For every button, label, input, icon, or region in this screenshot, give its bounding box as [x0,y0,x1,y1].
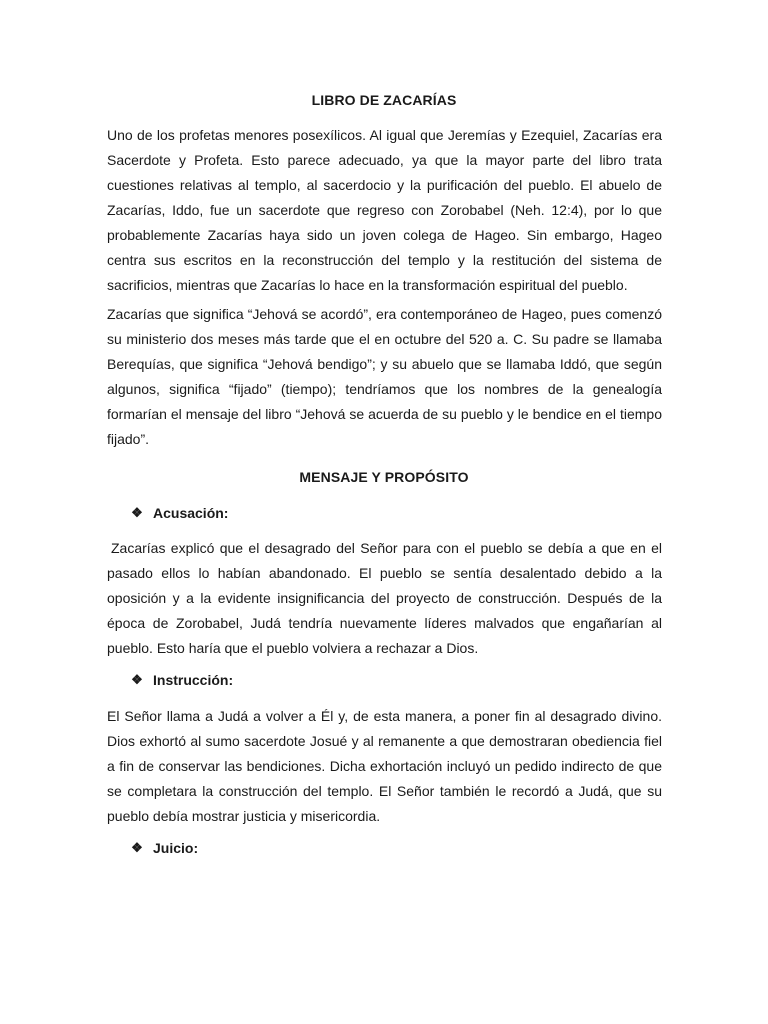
bullet-heading-label: Instrucción: [153,672,234,688]
document-title: LIBRO DE ZACARÍAS [311,92,457,108]
diamond-dots-icon: ❖ [131,505,143,520]
diamond-dots-icon: ❖ [131,672,143,687]
bullet-heading-instruccion [130,672,233,688]
bullet-heading-acusacion [130,505,228,521]
bullet-heading-juicio [130,840,198,856]
acusacion-paragraph: Zacarías explicó que el desagrado del Señor para con el pueblo se debía a que en el pasado ellos lo habían abandonado. El pueblo se sentía desalentado debido a la oposición y a la evidente insignificancia del proyecto de construcción. Después de la época de Zorobabel, Judá tendría nuevamente líderes malvados que engañarían al pueblo. Esto haría que el pueblo volviera a rechazar a Dios. [107,540,662,656]
bullet-heading-label: Juicio: [153,840,199,856]
intro-paragraph-2: Zacarías que significa “Jehová se acordó”, era contemporáneo de Hageo, pues comenzó su ministerio dos meses más tarde que el en octubre del 520 a. C. Su padre se llamaba Berequías, que significa “Jehová bendigo”; y su abuelo que se llamaba Iddó, que según algunos, significa “fijado” (tiempo); tendríamos que los nombres de la genealogía formarían el mensaje del libro “Jehová se acuerda de su pueblo y le bendice en el tiempo fijado”. [107,306,662,447]
section-title: MENSAJE Y PROPÓSITO [299,469,469,485]
intro-paragraph-1: Uno de los profetas menores posexílicos. Al igual que Jeremías y Ezequiel, Zacarías era Sacerdote y Profeta. Esto parece adecuado, ya que la mayor parte del libro trata cuestiones relativas al templo, al sacerdocio y la purificación del pueblo. El abuelo de Zacarías, Iddo, fue un sacerdote que regreso con Zorobabel (Neh. 12:4), por lo que probablemente Zacarías haya sido un joven colega de Hageo. Sin embargo, Hageo centra sus escritos en la reconstrucción del templo y la restitución del sistema de sacrificios, mientras que Zacarías lo hace en la transformación espiritual del pueblo. [107,127,662,293]
bullet-heading-label: Acusación: [153,505,229,521]
diamond-dots-icon: ❖ [131,840,143,855]
instruccion-paragraph: El Señor llama a Judá a volver a Él y, de esta manera, a poner fin al desagrado divino. Dios exhortó al sumo sacerdote Josué y al remanente a que demostraran obediencia fiel a fin de conservar las bendiciones. Dicha exhortación incluyó un pedido indirecto de que se completara la construcción del templo. El Señor también le recordó a Judá, que su pueblo debía mostrar justicia y misericordia. [107,708,662,824]
